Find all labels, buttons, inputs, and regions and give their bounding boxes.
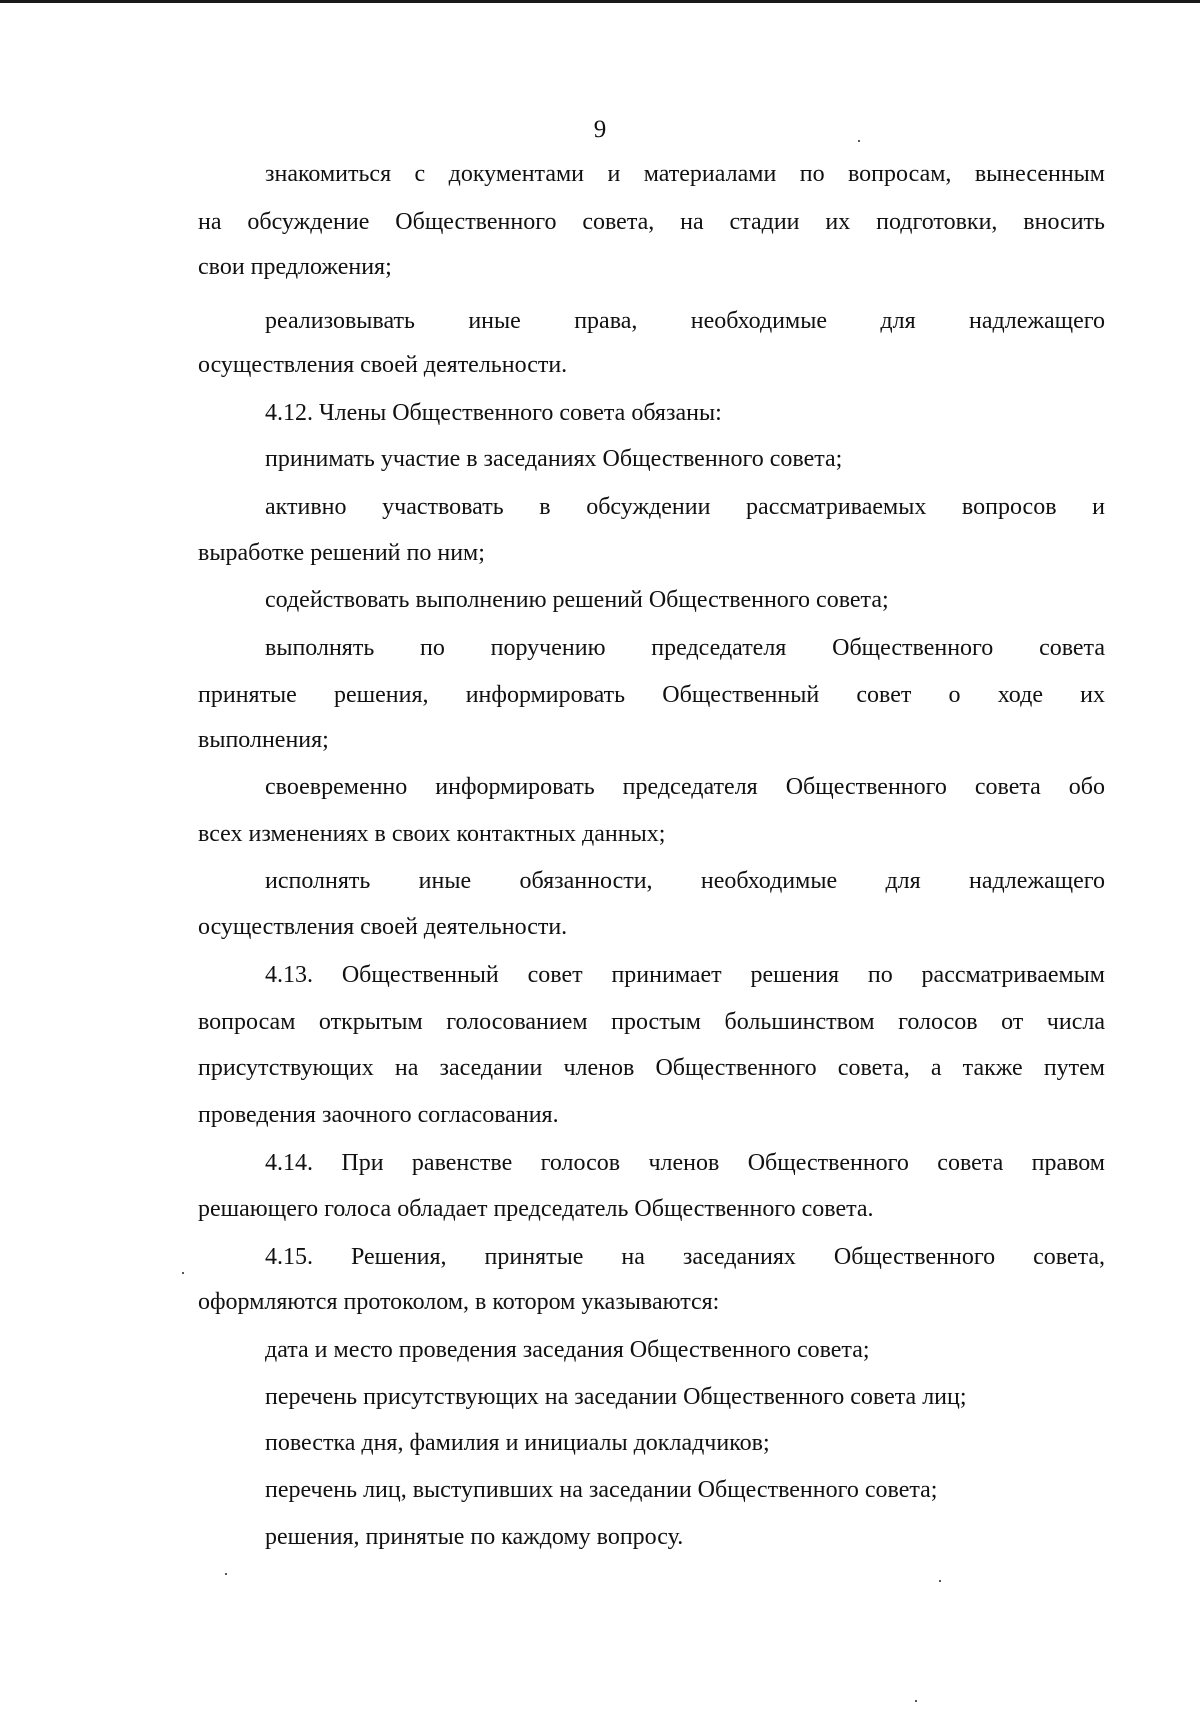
- text-line: своевременно информировать председателя Общественного совета обо: [265, 774, 1105, 800]
- text-line: на обсуждение Общественного совета, на стадии их подготовки, вносить: [198, 209, 1105, 235]
- scan-top-edge: [0, 0, 1200, 3]
- text-line: перечень лиц, выступивших на заседании Общественного совета;: [265, 1477, 938, 1503]
- scan-speck: [225, 1573, 227, 1575]
- text-line: всех изменениях в своих контактных данных;: [198, 821, 666, 847]
- text-line: принимать участие в заседаниях Общественного совета;: [265, 446, 843, 472]
- text-line: исполнять иные обязанности, необходимые для надлежащего: [265, 868, 1105, 894]
- text-line: выполнять по поручению председателя Общественного совета: [265, 635, 1105, 661]
- text-line: присутствующих на заседании членов Общественного совета, а также путем: [198, 1055, 1105, 1081]
- text-line: решающего голоса обладает председатель Общественного совета.: [198, 1196, 874, 1222]
- text-line: выполнения;: [198, 727, 329, 753]
- text-line: решения, принятые по каждому вопросу.: [265, 1524, 684, 1550]
- text-line: выработке решений по ним;: [198, 540, 485, 566]
- text-line: свои предложения;: [198, 254, 392, 280]
- text-line: повестка дня, фамилия и инициалы докладчиков;: [265, 1430, 770, 1456]
- text-line: реализовывать иные права, необходимые для надлежащего: [265, 308, 1105, 334]
- text-line: перечень присутствующих на заседании Общественного совета лиц;: [265, 1384, 967, 1410]
- text-line: принятые решения, информировать Общественный совет о ходе их: [198, 682, 1105, 708]
- text-line: оформляются протоколом, в котором указываются:: [198, 1289, 720, 1315]
- text-line: вопросам открытым голосованием простым большинством голосов от числа: [198, 1009, 1105, 1035]
- text-line: 4.14. При равенстве голосов членов Общественного совета правом: [265, 1150, 1105, 1176]
- scan-speck: [915, 1700, 917, 1702]
- scan-speck: [858, 140, 860, 142]
- text-line: осуществления своей деятельности.: [198, 914, 568, 940]
- text-line: активно участвовать в обсуждении рассматриваемых вопросов и: [265, 494, 1105, 520]
- scan-speck: [182, 1272, 184, 1274]
- scan-speck: [939, 1580, 941, 1582]
- text-line: 4.15. Решения, принятые на заседаниях Общественного совета,: [265, 1244, 1105, 1270]
- text-line: дата и место проведения заседания Общественного совета;: [265, 1337, 870, 1363]
- text-line: осуществления своей деятельности.: [198, 352, 568, 378]
- page-number: 9: [593, 116, 607, 143]
- text-line: проведения заочного согласования.: [198, 1102, 559, 1128]
- text-line: 4.12. Члены Общественного совета обязаны:: [265, 400, 722, 426]
- text-line: 4.13. Общественный совет принимает решения по рассматриваемым: [265, 962, 1105, 988]
- text-line: содействовать выполнению решений Общественного совета;: [265, 587, 889, 613]
- text-line: знакомиться с документами и материалами по вопросам, вынесенным: [265, 161, 1105, 187]
